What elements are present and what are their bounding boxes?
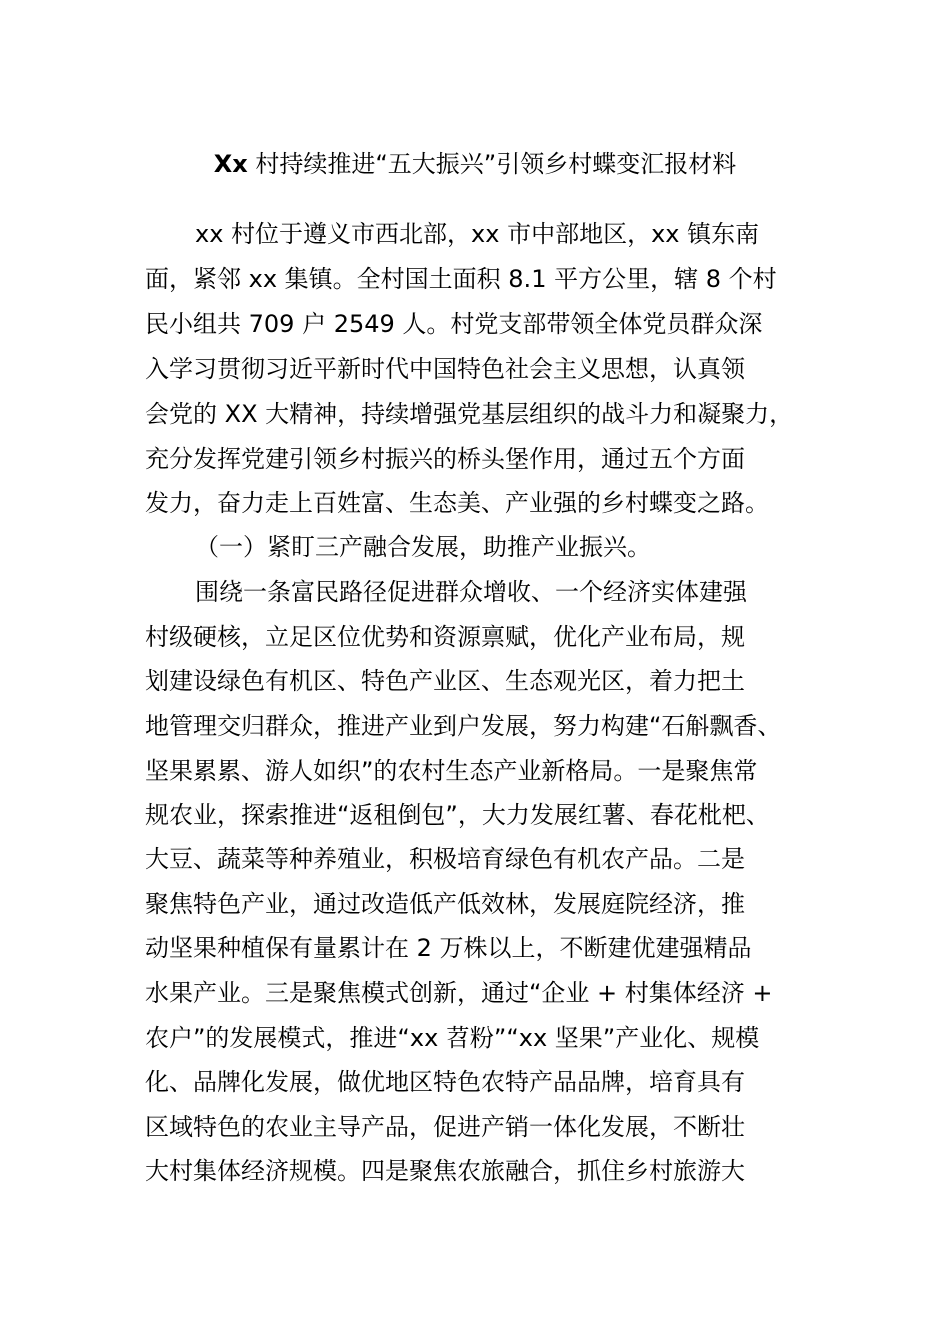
paragraph-line: 地管理交归群众，推进产业到户发展，努力构建“石斛飘香、 — [145, 712, 782, 740]
paragraph-line: 围绕一条富民路径促进群众增收、一个经济实体建强 — [195, 578, 747, 606]
section-heading: （一）紧盯三产融合发展，助推产业振兴。 — [195, 533, 651, 561]
paragraph-line: 动坚果种植保有量累计在 2 万株以上，不断建优建强精品 — [145, 934, 752, 962]
paragraph-line: 农户”的发展模式，推进“xx 苕粉”“xx 坚果”产业化、规模 — [145, 1024, 760, 1052]
document-title — [0, 146, 950, 182]
paragraph-line: 村级硬核，立足区位优势和资源禀赋，优化产业布局，规 — [145, 623, 745, 651]
paragraph-line: 发力，奋力走上百姓富、生态美、产业强的乡村蝶变之路。 — [145, 489, 769, 517]
paragraph-line: 划建设绿色有机区、特色产业区、生态观光区，着力把土 — [145, 667, 745, 695]
paragraph-line: 规农业，探索推进“返租倒包”，大力发展红薯、春花枇杷、 — [145, 801, 770, 829]
paragraph-line: 会党的 XX 大精神，持续增强党基层组织的战斗力和凝聚力， — [145, 400, 794, 428]
paragraph-line: 民小组共 709 户 2549 人。村党支部带领全体党员群众深 — [145, 310, 763, 338]
paragraph-line: 大豆、蔬菜等种养殖业，积极培育绿色有机农产品。二是 — [145, 845, 745, 873]
paragraph-line: 聚焦特色产业，通过改造低产低效林，发展庭院经济，推 — [145, 890, 745, 918]
title-text: 村持续推进“五大振兴”引领乡村蝶变汇报材料 — [255, 150, 737, 178]
paragraph-line: 区域特色的农业主导产品，促进产销一体化发展，不断壮 — [145, 1113, 745, 1141]
paragraph-line: 充分发挥党建引领乡村振兴的桥头堡作用，通过五个方面 — [145, 445, 745, 473]
paragraph-line: 水果产业。三是聚焦模式创新，通过“企业 + 村集体经济 + — [145, 979, 773, 1007]
paragraph-line: 坚果累累、游人如织”的农村生态产业新格局。一是聚焦常 — [145, 757, 758, 785]
paragraph-line: 大村集体经济规模。四是聚焦农旅融合，抓住乡村旅游大 — [145, 1157, 745, 1185]
paragraph-line: xx 村位于遵义市西北部，xx 市中部地区，xx 镇东南 — [195, 220, 760, 248]
paragraph-line: 面，紧邻 xx 集镇。全村国土面积 8.1 平方公里，辖 8 个村 — [145, 265, 777, 293]
title-prefix: Xx — [213, 150, 248, 178]
paragraph-line: 入学习贯彻习近平新时代中国特色社会主义思想，认真领 — [145, 355, 745, 383]
paragraph-line: 化、品牌化发展，做优地区特色农特产品品牌，培育具有 — [145, 1068, 745, 1096]
